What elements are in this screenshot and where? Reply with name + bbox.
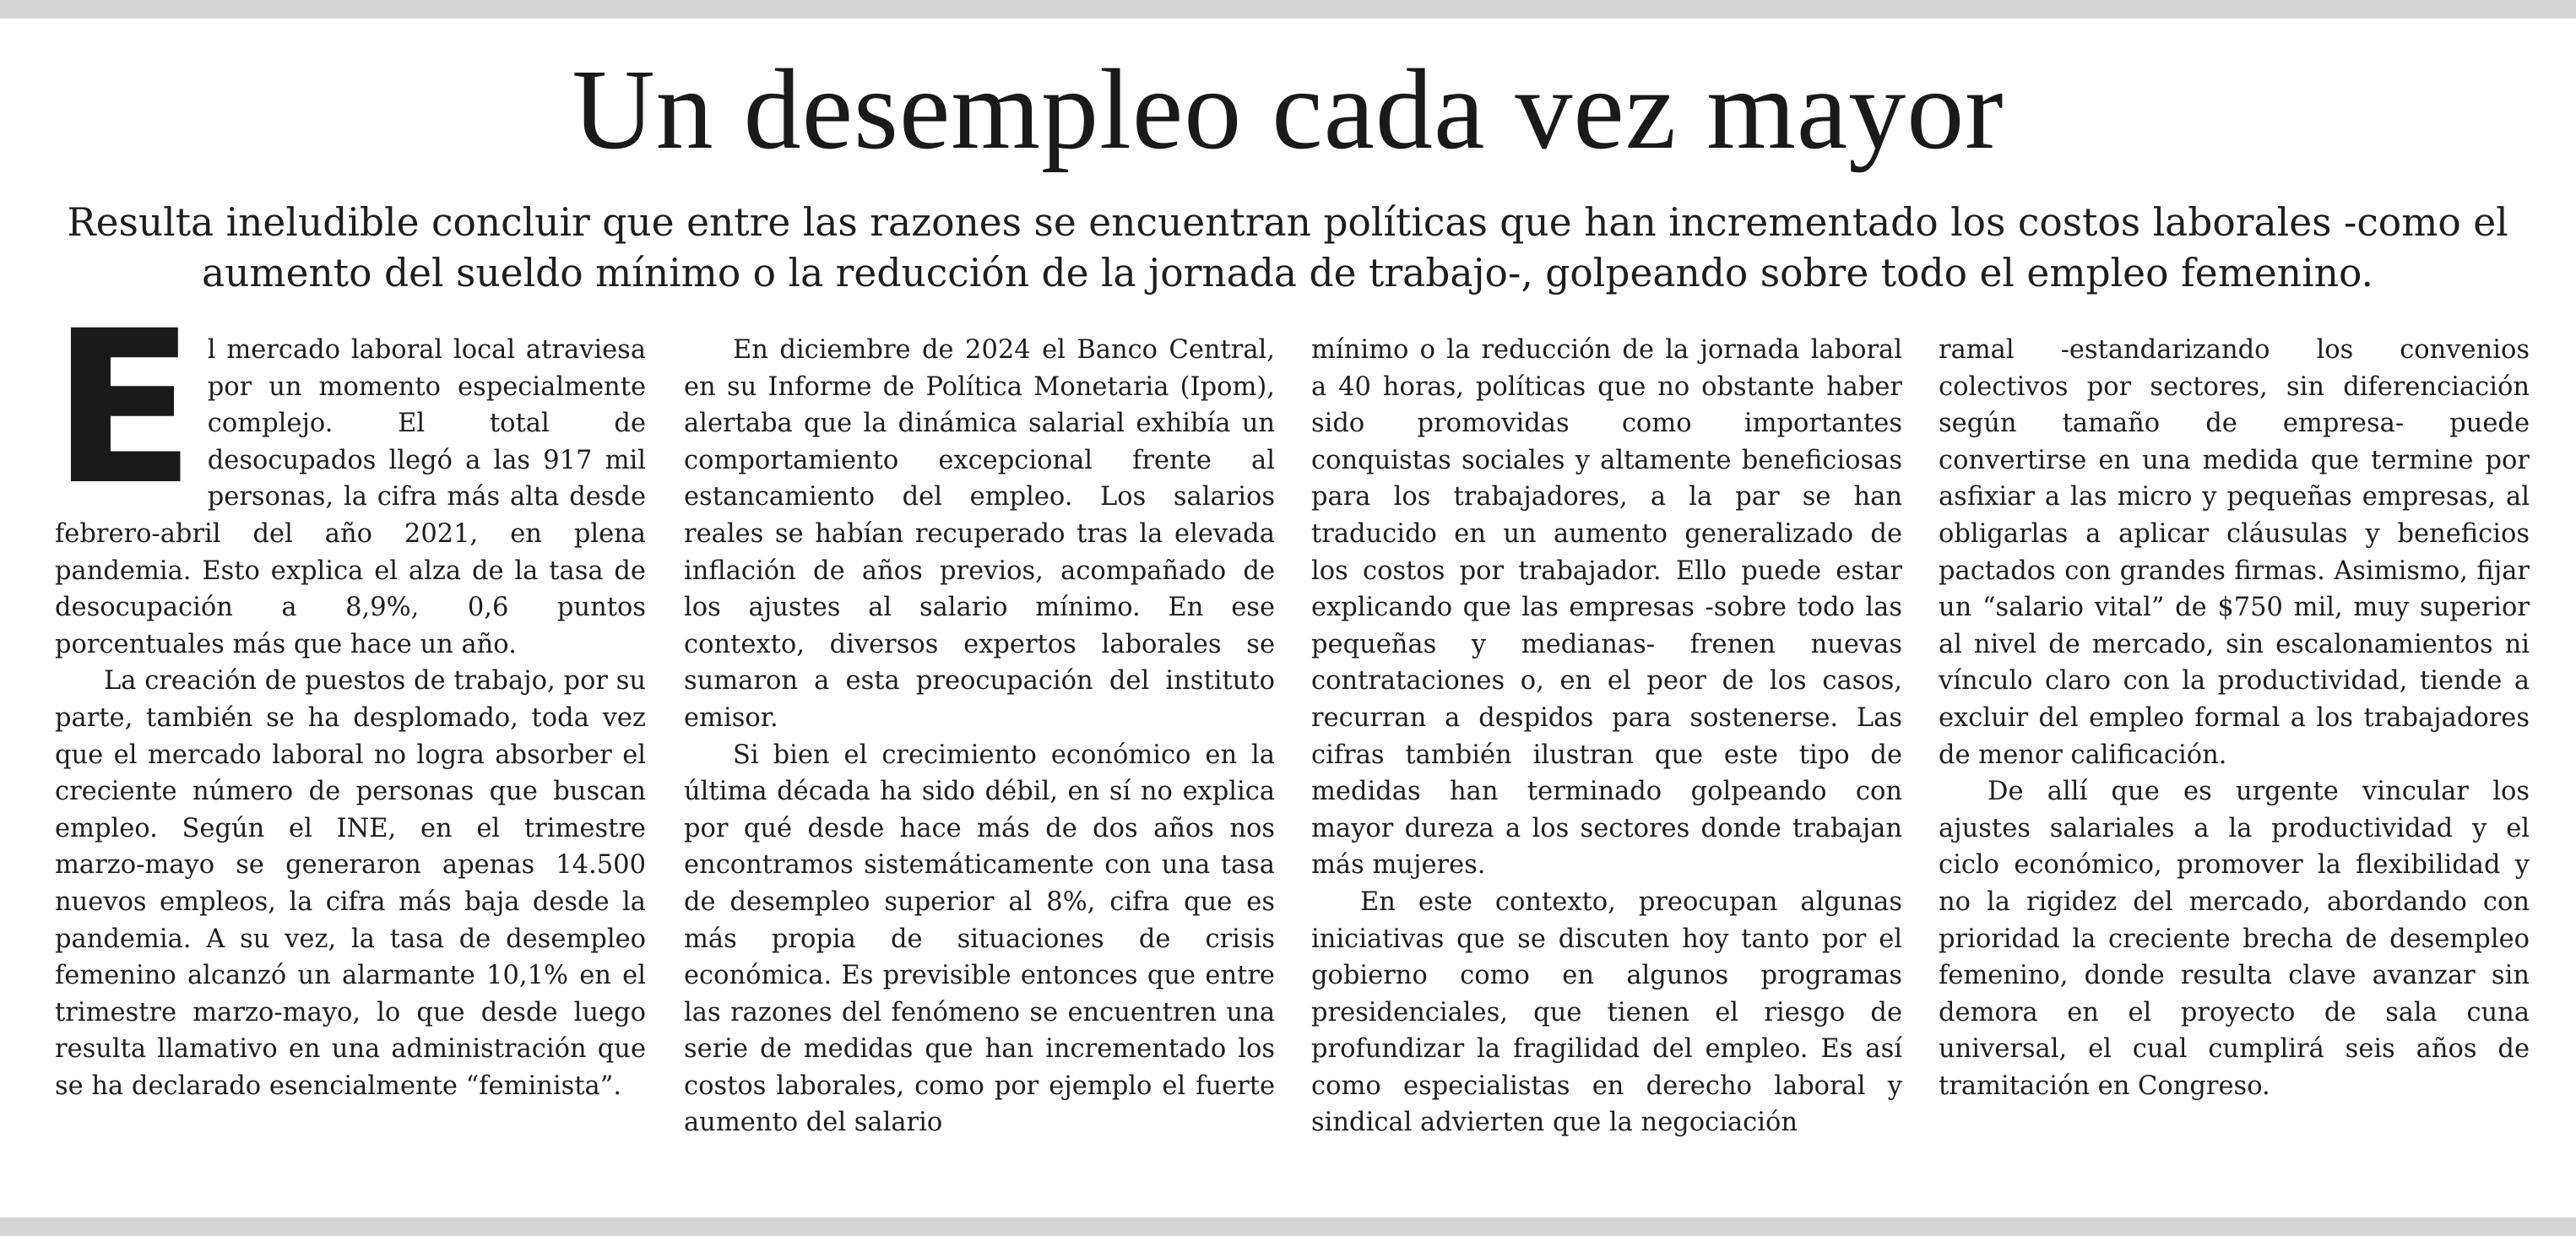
article-column-1 (52, 285, 646, 1104)
paragraph-text: l mercado laboral local atraviesa por un momento especialmente complejo. El total de desocupados llegó a las 917 mil personas, la cifra más alta desde febrero-abril del año 2021, en plena pandemia. Esto explica el alza de la tasa de desocupación a 8,9%, 0,6 puntos porcentuales más que hace un año. (55, 335, 646, 659)
paragraph: La creación de puestos de trabajo, por su parte, también se ha desplomado, toda vez que el mercado laboral no logra absorber el creciente número de personas que buscan empleo. Según el INE, en el trimestre marzo-mayo se generaron apenas 14.500 nuevos empleos, la cifra más baja desde la pandemia. A su vez, la tasa de desempleo femenino alcanzó un alarmante 10,1% en el trimestre marzo-mayo, lo que desde luego resulta llamativo en una administración que se ha declarado esencialmente “feminista”. (55, 666, 646, 1101)
article-column-2 (684, 332, 1275, 1141)
paragraph: En diciembre de 2024 el Banco Central, en su Informe de Política Monetaria (Ipom), alertaba que la dinámica salarial exhibía un comportamiento excepcional frente al estancamiento del empleo. Los salarios reales se habían recuperado tras la elevada inflación de años previos, acompañado de los ajustes al salario mínimo. En ese contexto, diversos expertos laborales se sumaron a esta preocupación del instituto emisor. (684, 335, 1275, 733)
headline: Un desempleo cada vez mayor (572, 46, 2004, 173)
paragraph: mínimo o la reducción de la jornada laboral a 40 horas, políticas que no obstante haber sido promovidas como importantes conquistas sociales y altamente beneficiosas para los trabajadores, a la par se han traducido en un aumento generalizado de los costos por trabajador. Ello puede estar explicando que las empresas -sobre todo las pequeñas y medianas- frenen nuevas contrataciones o, en el peor de los casos, recurran a despidos para sostenerse. Las cifras también ilustran que este tipo de medidas han terminado golpeando con mayor dureza a los sectores donde trabajan más mujeres. (1311, 335, 1902, 881)
drop-cap: E (52, 285, 196, 531)
paragraph (52, 285, 646, 663)
paragraph: ramal -estandarizando los convenios colectivos por sectores, sin diferenciación según tamaño de empresa- puede convertirse en una medida que termine por asfixiar a las micro y pequeñas empresas, al obligarlas a aplicar cláusulas y beneficios pactados con grandes firmas. Asimismo, fijar un “salario vital” de $750 mil, muy superior al nivel de mercado, sin escalonamientos ni vínculo claro con la productividad, tiende a excluir del empleo formal a los trabajadores de menor calificación. (1939, 335, 2530, 770)
paragraph: En este contexto, preocupan algunas iniciativas que se discuten hoy tanto por el gobierno como en algunos programas presidenciales, que tienen el riesgo de profundizar la fragilidad del empleo. Es así como especialistas en derecho laboral y sindical advierten que la negociación (1311, 886, 1902, 1138)
subheadline: Resulta ineludible concluir que entre las razones se encuentran políticas que han incrementado los costos laborales -como el aumento del sueldo mínimo o la reducción de la jornada de trabajo-, golpeando sobre todo el empleo femenino. (67, 200, 2508, 295)
article-column-4 (1939, 332, 2530, 1104)
paragraph: De allí que es urgente vincular los ajustes salariales a la productividad y el ciclo económico, promover la flexibilidad y no la rigidez del mercado, abordando con prioridad la creciente brecha de desempleo femenino, donde resulta clave avanzar sin demora en el proyecto de sala cuna universal, el cual cumplirá seis años de tramitación en Congreso. (1939, 777, 2530, 1101)
article-column-3 (1311, 332, 1902, 1141)
paragraph: Si bien el crecimiento económico en la última década ha sido débil, en sí no explica por qué desde hace más de dos años nos encontramos sistemáticamente con una tasa de desempleo superior al 8%, cifra que es más propia de situaciones de crisis económica. Es previsible entonces que entre las razones del fenómeno se encuentren una serie de medidas que han incrementado los costos laborales, como por ejemplo el fuerte aumento del salario (684, 740, 1275, 1138)
